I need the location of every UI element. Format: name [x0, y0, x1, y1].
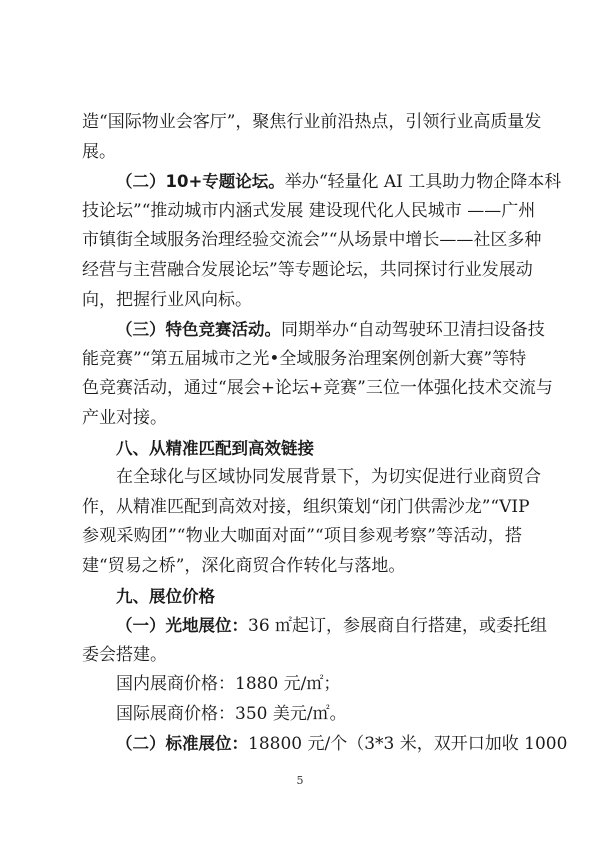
page-number: 5 — [296, 774, 304, 787]
paragraph-line: 向，把握行业风向标。 — [82, 289, 252, 310]
section-heading-8: 八、从精准匹配到高效链接 — [116, 438, 314, 458]
paragraph-line: 技论坛”“推动城市内涵式发展 建设现代化人民城市 ——广州 — [82, 200, 536, 221]
paragraph-line — [82, 167, 562, 197]
paragraph-line: 在全球化与区域协同发展背景下，为切实促进行业商贸合 — [116, 467, 541, 488]
section-label-forums: （二）10+专题论坛。 — [116, 172, 285, 192]
section-heading-9: 九、展位价格 — [116, 586, 215, 606]
paragraph-line — [82, 315, 545, 345]
paragraph-line: 委会搭建。 — [82, 644, 167, 665]
paragraph-line: 参观采购团”“物业大咖面对面”“项目参观考察”等活动，搭 — [82, 526, 522, 547]
paragraph-line: 产业对接。 — [82, 407, 167, 428]
paragraph-line: 市镇街全域服务治理经验交流会”“从场景中增长——社区多种 — [82, 230, 542, 251]
paragraph-line — [82, 611, 548, 641]
paragraph-line: 造“国际物业会客厅”，聚焦行业前沿热点，引领行业高质量发 — [82, 112, 542, 132]
price-domestic: 国内展商价格：1880 元/㎡； — [116, 674, 341, 695]
section-label-competitions: （三）特色竞赛活动。 — [116, 320, 281, 340]
paragraph-line — [82, 729, 568, 759]
paragraph-text: 同期举办“自动驾驶环卫清扫设备技 — [281, 320, 545, 341]
price-international: 国际展商价格：350 美元/㎡。 — [116, 703, 347, 724]
paragraph-line: 经营与主营融合发展论坛”等专题论坛，共同探讨行业发展动 — [82, 259, 533, 280]
document-body — [82, 108, 568, 759]
paragraph-line: 色竞赛活动，通过“展会+论坛+竞赛”三位一体强化技术交流与 — [82, 378, 553, 399]
section-label-standard-booth: （二）标准展位： — [116, 734, 248, 754]
paragraph-line: 能竞赛”“第五届城市之光•全域服务治理案例创新大赛”等特 — [82, 348, 527, 369]
paragraph-line: 建“贸易之桥”，深化商贸合作转化与落地。 — [82, 555, 406, 576]
paragraph-text: 18800 元/个（3*3 米，双开口加收 1000 — [248, 734, 568, 755]
section-label-raw-space: （一）光地展位： — [116, 616, 248, 636]
paragraph-text: 举办“轻量化 AI 工具助力物企降本科 — [284, 172, 562, 193]
paragraph-line: 作，从精准匹配到高效对接，组织策划“闭门供需沙龙”“VIP — [82, 496, 530, 517]
paragraph-line: 展。 — [82, 141, 116, 162]
paragraph-text: 36 ㎡起订，参展商自行搭建，或委托组 — [248, 616, 548, 637]
